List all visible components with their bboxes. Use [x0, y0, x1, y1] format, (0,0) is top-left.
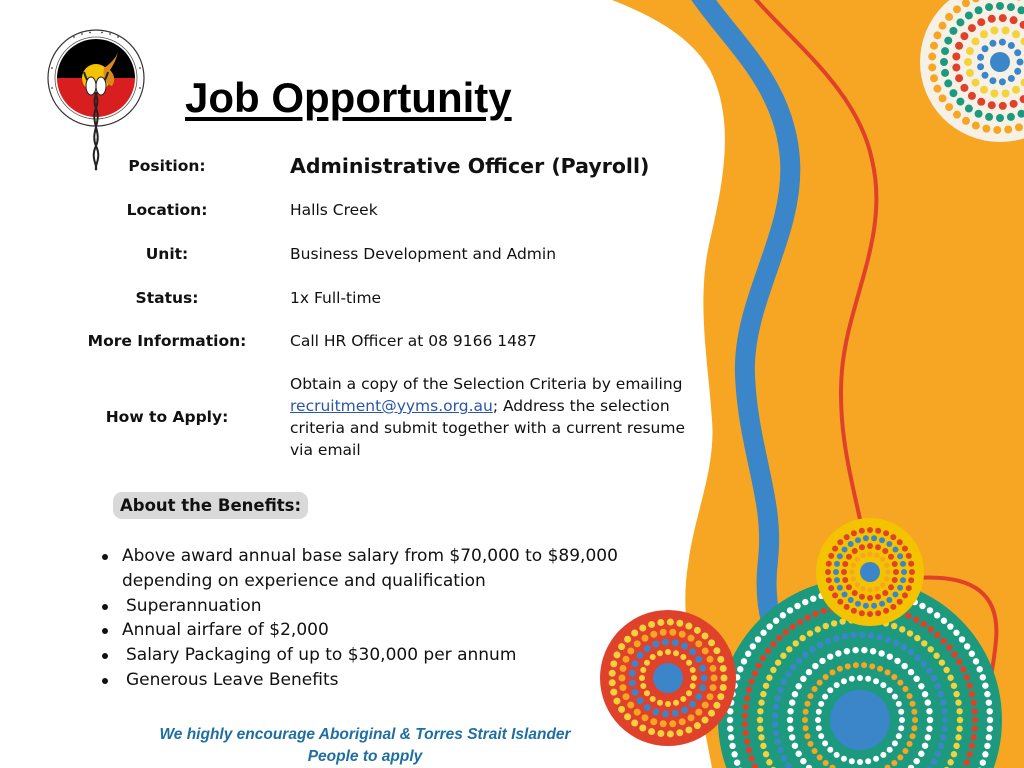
unit-value: Business Development and Admin	[290, 245, 557, 263]
more-information-label: More Information:	[87, 332, 247, 350]
footer-line-2: People to apply	[307, 748, 423, 765]
benefit-item: Salary Packaging of up to $30,000 per annum	[102, 643, 622, 668]
location-value: Halls Creek	[290, 201, 378, 219]
benefit-item: Annual airfare of $2,000	[102, 618, 622, 643]
position-value: Administrative Officer (Payroll)	[290, 154, 650, 178]
how-to-apply-label: How to Apply:	[105, 408, 229, 426]
benefits-heading: About the Benefits:	[113, 492, 308, 519]
status-label: Status:	[135, 289, 199, 307]
footer-line-1: We highly encourage Aboriginal & Torres Strait Islander	[159, 726, 571, 743]
benefits-list	[102, 544, 622, 693]
how-to-apply-text-end: ; Address the selection criteria and submit together with a current resume via email	[290, 397, 686, 459]
location-label: Location:	[126, 201, 208, 219]
status-value: 1x Full-time	[290, 289, 382, 307]
position-label: Position:	[128, 157, 206, 175]
page-title: Job Opportunity	[185, 74, 512, 121]
organization-logo	[44, 28, 148, 172]
benefit-item: Above award annual base salary from $70,000 to $89,000 depending on experience and qualification	[102, 544, 622, 594]
benefit-item: Generous Leave Benefits	[102, 668, 622, 693]
how-to-apply-text	[290, 373, 700, 461]
encouragement-footer	[130, 724, 600, 768]
email-link[interactable]: recruitment@yyms.org.au	[290, 397, 493, 415]
unit-label: Unit:	[145, 245, 189, 263]
more-information-value: Call HR Officer at 08 9166 1487	[290, 332, 537, 350]
how-to-apply-text-start: Obtain a copy of the Selection Criteria by emailing	[290, 375, 683, 393]
benefit-item: Superannuation	[102, 594, 622, 619]
